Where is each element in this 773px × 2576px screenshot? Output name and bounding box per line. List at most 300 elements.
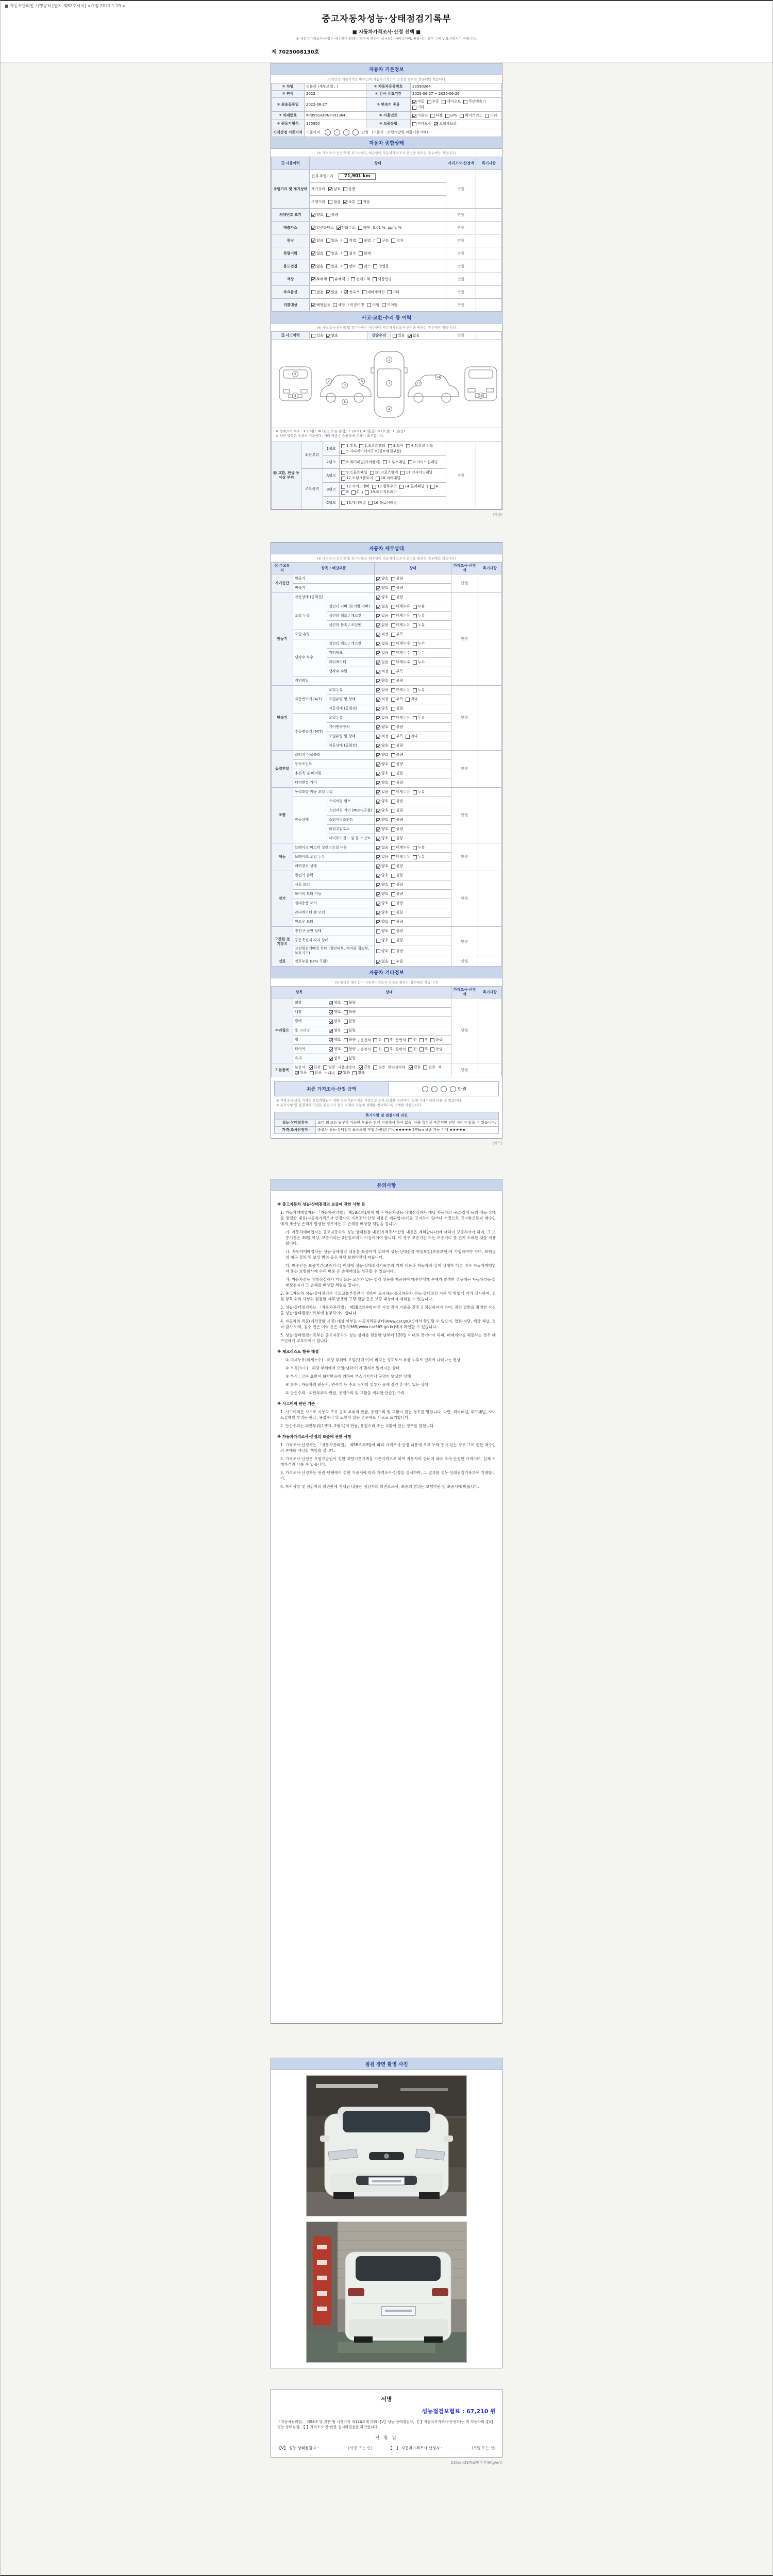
checkbox-누유[interactable] — [413, 604, 425, 609]
checkbox-label: 없음 — [381, 660, 389, 664]
checkbox-18.리어패널[interactable] — [376, 476, 400, 481]
checkbox-있음[interactable] — [359, 1065, 371, 1070]
checkbox-불량[interactable] — [391, 771, 404, 776]
checkbox-불량[interactable] — [391, 595, 404, 600]
checkbox-불량[interactable] — [391, 586, 404, 590]
checkbox-불량[interactable] — [344, 1056, 356, 1061]
checkbox-checked-icon — [376, 781, 380, 785]
label-cell: 연료 — [272, 957, 293, 967]
checkbox-양호[interactable] — [376, 799, 389, 804]
checkbox-전체도색[interactable] — [351, 277, 370, 282]
checkbox-없음[interactable] — [323, 1065, 335, 1070]
checkbox-불량[interactable] — [344, 1019, 356, 1024]
checkbox-불량[interactable] — [391, 883, 404, 887]
checkbox-보통[interactable] — [343, 200, 356, 205]
checkbox-label: 불량 — [396, 929, 404, 933]
checkbox-세미오토[interactable] — [442, 99, 461, 104]
checkbox-불량[interactable] — [344, 1038, 356, 1042]
checkbox-미세누수[interactable] — [391, 641, 410, 646]
state-cell — [310, 299, 446, 312]
checkbox-하이브리드[interactable] — [460, 113, 482, 118]
checkbox-불량[interactable] — [344, 1010, 356, 1014]
checkbox-보험사보증[interactable] — [434, 122, 457, 126]
checkbox-불량[interactable] — [391, 873, 404, 878]
label-cell: 차대번호 표기 — [272, 209, 310, 222]
checkbox-무채색[interactable] — [311, 277, 327, 282]
header-cell: 가격조사·산정액 — [451, 563, 478, 574]
checkbox-양호[interactable] — [376, 781, 389, 785]
checkbox-누수[interactable] — [413, 651, 425, 655]
checkbox-불량[interactable] — [391, 743, 404, 748]
checkbox-checked-icon — [376, 827, 380, 832]
checkbox-양호[interactable] — [376, 725, 389, 730]
checkbox-양호[interactable] — [376, 920, 389, 924]
checkbox-없음[interactable] — [376, 641, 389, 646]
label-cell: B랭크 — [323, 483, 340, 497]
checkbox-없음[interactable] — [376, 688, 389, 692]
checkbox-부족[interactable] — [391, 697, 404, 702]
checkbox-icon — [341, 485, 345, 489]
checkbox-양호[interactable] — [376, 873, 389, 878]
table-row — [272, 332, 502, 340]
checkbox-구조[interactable] — [377, 239, 389, 243]
checkbox-양호[interactable] — [328, 187, 341, 192]
checkbox-없음[interactable] — [376, 716, 389, 720]
checkbox-label: 후 — [424, 1038, 428, 1042]
checkbox-불량[interactable] — [391, 864, 404, 869]
checkbox-있음[interactable] — [309, 1065, 321, 1070]
checkbox-불량[interactable] — [344, 1028, 356, 1033]
checkbox-무단변속기[interactable] — [463, 99, 486, 104]
checkbox-양호[interactable] — [376, 949, 389, 954]
checkbox-없음[interactable] — [423, 1065, 435, 1070]
checkbox-적정[interactable] — [376, 697, 389, 702]
checkbox-불량[interactable] — [391, 836, 404, 841]
checkbox-양호[interactable] — [376, 762, 389, 767]
checkbox-미세누유[interactable] — [391, 855, 410, 859]
checkbox-있음[interactable] — [338, 1071, 350, 1075]
notice-paragraph: 라. 자동차성능·상태점검자가 거짓 또는 오류가 있는 점검 내용을 제공하여 매수인에게 손해가 발생한 경우에는 자동차성능·상태점검자가 그 손해를 배상할 책임을 집니다. — [285, 1277, 496, 1287]
checkbox-checked-icon — [376, 744, 380, 748]
checkbox-탄화수소[interactable] — [337, 226, 356, 230]
checkbox-17.트렁크플로어[interactable] — [341, 476, 373, 481]
checkbox-불량[interactable] — [343, 187, 356, 192]
value-cell: 스티어링 펌프 — [327, 797, 375, 806]
checkbox-12.사이드멤버[interactable] — [341, 484, 369, 489]
checkbox-양호[interactable] — [329, 1010, 341, 1014]
notice-paragraph: 2. 단순수리는 외판부위(1랭크, 2랭크)의 판금, 용접수리 또는 교환이 있는 경우를 말합니다. — [280, 1423, 435, 1428]
notice-paragraph: 1. 가격조사·산정자는 「자동차관리법」 제58조제3항에 따라 가격조사·산정 내용에 오류·누락 등이 있는 경우 그로 인한 매수인의 손해를 배상할 책임을 집니다. — [280, 1443, 496, 1453]
checkbox-없음[interactable] — [311, 251, 324, 256]
checkbox-부족[interactable] — [391, 669, 404, 674]
checkbox-미세누유[interactable] — [391, 688, 410, 692]
state-cell — [375, 769, 451, 778]
value-cell — [478, 871, 502, 927]
checkbox-없음[interactable] — [376, 790, 389, 794]
checkbox-C[interactable] — [351, 490, 359, 495]
checkbox-label: 불량 — [396, 586, 404, 590]
state-cell — [375, 957, 451, 967]
checkbox-label: 있음 — [363, 1065, 371, 1069]
checkbox-불량[interactable] — [391, 827, 404, 832]
checkbox-icon — [391, 818, 395, 822]
checkbox-label: 있음 — [331, 251, 339, 256]
price-cell: 만원 — [446, 209, 476, 222]
checkbox-16.플로어패널[interactable] — [368, 501, 397, 505]
checkbox-label: 3.도어 — [393, 444, 404, 448]
checkbox-일산화탄소[interactable] — [311, 226, 334, 230]
checkbox-1.후드[interactable] — [341, 444, 357, 448]
checkbox-응급[interactable] — [430, 1038, 443, 1042]
checkbox-없음[interactable] — [311, 290, 324, 295]
value-cell — [478, 788, 502, 843]
value-cell: 원동기 — [293, 574, 375, 584]
checkbox-전[interactable] — [373, 1047, 382, 1052]
value-cell: 윈도우 모터 — [293, 918, 375, 927]
checkbox-불량[interactable] — [344, 1001, 356, 1005]
checkbox-없음[interactable] — [376, 845, 389, 850]
checkbox-전[interactable] — [408, 1038, 417, 1042]
checkbox-icon — [323, 1065, 327, 1070]
final-price-row — [274, 1081, 499, 1096]
checkbox-미세누수[interactable] — [391, 651, 410, 655]
signer-assessor-signature-field[interactable] — [445, 2445, 469, 2449]
checkbox-label: 해당없음 — [316, 302, 331, 307]
red-banner — [313, 2236, 331, 2325]
checkbox-양호[interactable] — [376, 836, 389, 841]
checkbox-2.프론트펜더[interactable] — [359, 444, 385, 448]
checkbox-양호[interactable] — [329, 1047, 341, 1052]
checkbox-불량[interactable] — [344, 1047, 356, 1052]
checkbox-미이행[interactable] — [382, 303, 397, 308]
checkbox-없음[interactable] — [352, 1071, 365, 1075]
checkbox-색상변경[interactable] — [373, 277, 392, 282]
checkbox-label: 15.대쉬패널 — [346, 500, 366, 505]
checkbox-불량[interactable] — [391, 818, 404, 822]
checkbox-수동[interactable] — [427, 99, 440, 104]
checkbox-양호[interactable] — [329, 1038, 341, 1042]
checkbox-checked-icon — [409, 1065, 413, 1070]
checkbox-7.루프패널[interactable] — [383, 460, 406, 465]
checkbox-불량[interactable] — [391, 781, 404, 785]
header-cell: 상태 — [327, 987, 451, 998]
checkbox-checked-icon — [376, 809, 380, 813]
checkbox-icon — [384, 1038, 389, 1042]
checkbox-icon — [391, 707, 395, 711]
header-cell: 상태 — [375, 563, 451, 574]
checkbox-없음[interactable] — [376, 604, 389, 609]
checkbox-미세누수[interactable] — [391, 660, 410, 665]
notice-paragraph: ② 누유(누수) : 해당 부위에서 오일(냉각수)이 맺혀서 떨어지는 상태 — [285, 1366, 400, 1370]
checkbox-label: 없음 — [316, 290, 324, 294]
checkbox-누유[interactable] — [413, 790, 425, 794]
checkbox-자가보증[interactable] — [412, 122, 431, 126]
checkbox-없음[interactable] — [326, 333, 339, 338]
checkbox-불량[interactable] — [391, 910, 404, 915]
checkbox-미세누유[interactable] — [391, 716, 410, 720]
signer-inspector-signature-field[interactable] — [322, 2445, 345, 2449]
checkbox-B[interactable] — [341, 490, 349, 495]
checkbox-있음[interactable] — [409, 1065, 421, 1070]
checkbox-checked-icon — [329, 1001, 333, 1005]
checkbox-양호[interactable] — [376, 743, 389, 748]
checkbox-8.사이드실패널[interactable] — [408, 460, 438, 465]
checkbox-icon — [419, 1038, 424, 1042]
header-cell: 특기사항 및 점검자의 의견 — [275, 1112, 499, 1120]
state-cell — [411, 120, 502, 128]
checkbox-미세누유[interactable] — [391, 845, 410, 850]
checkbox-디젤[interactable] — [430, 113, 443, 118]
notice-paragraph: ④ 침수 : 자동차의 원동기, 변속기 등 주요 장치의 일부가 물에 잠긴 흔적이 있는 상태 — [285, 1382, 428, 1387]
value-cell — [478, 593, 502, 686]
checkbox-11.인사이드패널[interactable] — [400, 470, 432, 475]
checkbox-렌트[interactable] — [344, 264, 356, 269]
checkbox-icon — [413, 790, 417, 794]
checkbox-침수[interactable] — [344, 251, 356, 256]
checkbox-양호[interactable] — [376, 910, 389, 915]
checkbox-양호[interactable] — [376, 771, 389, 776]
section-title-notices: 유의사항 — [271, 1179, 502, 1191]
checkbox-불량[interactable] — [391, 901, 404, 906]
checkbox-없음[interactable] — [376, 855, 389, 859]
checkbox-적음[interactable] — [358, 200, 370, 205]
section-title-other: 자동차 기타정보 — [271, 967, 502, 978]
checkbox-불량[interactable] — [391, 706, 404, 711]
checkbox-자동[interactable] — [412, 99, 425, 104]
checkbox-불량[interactable] — [391, 808, 404, 813]
checkbox-label: 19.패키지트레이 — [370, 490, 397, 494]
state-cell — [375, 797, 451, 806]
checkbox-있음[interactable] — [311, 333, 324, 338]
checkbox-양호[interactable] — [376, 929, 389, 934]
checkbox-누유[interactable] — [413, 855, 425, 859]
checkbox-양호[interactable] — [376, 827, 389, 832]
checkbox-부족[interactable] — [391, 734, 404, 739]
checkbox-후[interactable] — [419, 1047, 428, 1052]
checkbox-네비게이션[interactable] — [362, 290, 385, 295]
checkbox-불량[interactable] — [391, 949, 404, 954]
checkbox-가솔린[interactable] — [412, 113, 428, 118]
price-digit-circle — [441, 1086, 447, 1092]
checkbox-15.대쉬패널[interactable] — [341, 501, 366, 505]
checkbox-label: 양호 — [381, 873, 389, 877]
checkbox-없음[interactable] — [376, 614, 389, 618]
checkbox-3.도어[interactable] — [388, 444, 404, 448]
checkbox-있음[interactable] — [393, 333, 405, 338]
checkbox-양호[interactable] — [376, 753, 389, 757]
checkbox-불량[interactable] — [391, 679, 404, 683]
checkbox-label: 2.프론트펜더 — [364, 444, 385, 448]
checkbox-icon — [391, 239, 395, 243]
checkbox-없음[interactable] — [376, 959, 389, 964]
checkbox-불량[interactable] — [391, 799, 404, 804]
checkbox-기타[interactable] — [485, 113, 497, 118]
checkbox-매연[interactable] — [358, 226, 371, 230]
checkbox-없음[interactable] — [311, 239, 324, 243]
front-tire-left — [333, 2192, 354, 2199]
checkbox-양호[interactable] — [376, 938, 389, 943]
checkbox-label: 미세누유 — [396, 790, 410, 794]
checkbox-불량[interactable] — [391, 892, 404, 896]
checkbox-label: 불량 — [396, 577, 404, 581]
checkbox-label: 해당 — [338, 302, 345, 307]
checkbox-누유[interactable] — [413, 614, 425, 618]
checkbox-없음[interactable] — [376, 623, 389, 628]
price-digit-circle — [450, 1086, 456, 1092]
checkbox-양호[interactable] — [376, 808, 389, 813]
checkbox-누유[interactable] — [413, 623, 425, 628]
checkbox-유채색[interactable] — [329, 277, 345, 282]
checkbox-있음[interactable] — [295, 1071, 307, 1075]
checkbox-A[interactable] — [430, 484, 438, 489]
checkbox-해당없음[interactable] — [311, 303, 330, 308]
checkbox-양호[interactable] — [376, 818, 389, 822]
checkbox-checked-icon — [376, 577, 380, 581]
checkbox-썬루프[interactable] — [344, 290, 359, 295]
checkbox-미세누유[interactable] — [391, 623, 410, 628]
checkbox-이행[interactable] — [367, 303, 379, 308]
checkbox-없음[interactable] — [376, 660, 389, 665]
checkbox-적정[interactable] — [376, 632, 389, 637]
checkbox-4.트렁크 리드[interactable] — [406, 444, 433, 448]
checkbox-불량[interactable] — [391, 920, 404, 924]
checkbox-영업용[interactable] — [373, 264, 389, 269]
checkbox-양호[interactable] — [376, 864, 389, 869]
state-text: 0.01 %, ppm, % — [373, 226, 402, 230]
checkbox-label: 양호 — [381, 948, 389, 953]
checkbox-19.패키지트레이[interactable] — [365, 490, 397, 495]
checkbox-기타[interactable] — [388, 290, 400, 295]
state-text: 주행거리 — [311, 200, 327, 204]
checkbox-있음[interactable] — [326, 239, 339, 243]
state-text: 잭 — [438, 1065, 442, 1070]
checkbox-양호[interactable] — [376, 706, 389, 711]
inspector-opinion-table — [274, 1112, 499, 1134]
checkbox-적법[interactable] — [344, 239, 356, 243]
checkbox-없음[interactable] — [311, 264, 324, 269]
checkbox-불법[interactable] — [359, 239, 371, 243]
checkbox-양호[interactable] — [329, 1019, 341, 1024]
checkbox-전[interactable] — [373, 1038, 382, 1042]
checkbox-장치[interactable] — [391, 239, 404, 243]
checkbox-없음[interactable] — [373, 1065, 385, 1070]
checkbox-누유[interactable] — [413, 845, 425, 850]
checkbox-미세누유[interactable] — [391, 604, 410, 609]
price-cell: 만원 — [446, 222, 476, 234]
checkbox-없음[interactable] — [310, 1071, 322, 1075]
section-box-signature — [271, 2389, 502, 2458]
checkbox-9.프론트패널[interactable] — [341, 470, 367, 475]
checkbox-양호[interactable] — [329, 1028, 341, 1033]
checkbox-적정[interactable] — [376, 669, 389, 674]
checkbox-label: 적법 — [349, 238, 356, 243]
checkbox-icon — [391, 614, 395, 618]
checkbox-후[interactable] — [384, 1047, 393, 1052]
checkbox-응급[interactable] — [430, 1047, 443, 1052]
checkbox-과다[interactable] — [406, 734, 418, 739]
checkbox-있음[interactable] — [326, 251, 339, 256]
checkbox-적정[interactable] — [376, 734, 389, 739]
checkbox-불량[interactable] — [391, 929, 404, 934]
checkbox-양호[interactable] — [376, 595, 389, 600]
checkbox-누수[interactable] — [413, 641, 425, 646]
checkbox-양호[interactable] — [329, 1056, 341, 1061]
checkbox-미세누유[interactable] — [391, 790, 410, 794]
checkbox-있음[interactable] — [326, 290, 339, 295]
checkbox-불량[interactable] — [391, 762, 404, 767]
checkbox-14.필러패널[interactable] — [399, 484, 424, 489]
checkbox-미세누유[interactable] — [391, 614, 410, 618]
checkbox-6.쿼터패널(리어펜더)[interactable] — [341, 460, 380, 465]
checkbox-양호[interactable] — [311, 213, 324, 217]
checkbox-label: 누유 — [417, 790, 425, 794]
checkbox-누유[interactable] — [413, 716, 425, 720]
notice-paragraph: ※ 중고자동차 성능·상태점검의 보증에 관한 사항 등 — [277, 1202, 365, 1207]
checkbox-없음[interactable] — [408, 333, 420, 338]
rear-window — [356, 2256, 441, 2281]
checkbox-과다[interactable] — [406, 697, 418, 702]
checkbox-누수[interactable] — [413, 660, 425, 665]
checkbox-불량[interactable] — [326, 213, 339, 217]
checkbox-양호[interactable] — [329, 1001, 341, 1005]
state-cell — [375, 778, 451, 788]
checkbox-label: 불량 — [348, 1019, 356, 1023]
label-cell: 수리필요 — [272, 998, 293, 1063]
state-cell — [375, 908, 451, 918]
value-cell — [478, 1063, 502, 1077]
checkbox-checked-icon — [329, 1020, 333, 1024]
checkbox-후[interactable] — [384, 1038, 393, 1042]
checkbox-기타[interactable] — [412, 105, 425, 110]
checkbox-후[interactable] — [419, 1038, 428, 1042]
value-cell: 오일 누유 — [293, 602, 327, 630]
checkbox-누유[interactable] — [413, 688, 425, 692]
checkbox-label: 기타 — [392, 290, 400, 294]
checkbox-양호[interactable] — [376, 892, 389, 896]
checkbox-LPG[interactable] — [445, 113, 458, 118]
state-cell — [375, 945, 451, 957]
checkbox-많음[interactable] — [328, 200, 341, 205]
checkbox-부족[interactable] — [391, 632, 404, 637]
checkbox-있음[interactable] — [326, 264, 339, 269]
checkbox-5.라디에이터서포트(볼트체결부품)[interactable] — [341, 449, 401, 454]
checkbox-icon — [311, 334, 315, 338]
checkbox-불량[interactable] — [391, 753, 404, 757]
value-cell: 브레이크 오일 누유 — [293, 853, 375, 862]
checkbox-양호[interactable] — [376, 577, 389, 581]
checkbox-전[interactable] — [408, 1047, 417, 1052]
checkbox-불량[interactable] — [391, 577, 404, 581]
checkbox-불량[interactable] — [391, 725, 404, 730]
checkbox-양호[interactable] — [376, 883, 389, 887]
checkbox-label: 불량 — [396, 808, 404, 812]
checkbox-13.휠하우스[interactable] — [372, 484, 397, 489]
checkbox-양호[interactable] — [376, 586, 389, 590]
checkbox-누출[interactable] — [391, 959, 404, 964]
checkbox-해당[interactable] — [333, 303, 345, 308]
svg-text:14: 14 — [436, 376, 440, 379]
checkbox-화재[interactable] — [359, 251, 371, 256]
basic-info-table — [271, 83, 502, 137]
state-cell — [375, 936, 451, 945]
checkbox-양호[interactable] — [376, 901, 389, 906]
checkbox-불량[interactable] — [391, 938, 404, 943]
checkbox-리스[interactable] — [359, 264, 371, 269]
checkbox-양호[interactable] — [376, 679, 389, 683]
checkbox-없음[interactable] — [376, 651, 389, 655]
label-cell: 주행거리 및 계기상태 — [272, 170, 310, 209]
checkbox-10.크로스멤버[interactable] — [370, 470, 398, 475]
